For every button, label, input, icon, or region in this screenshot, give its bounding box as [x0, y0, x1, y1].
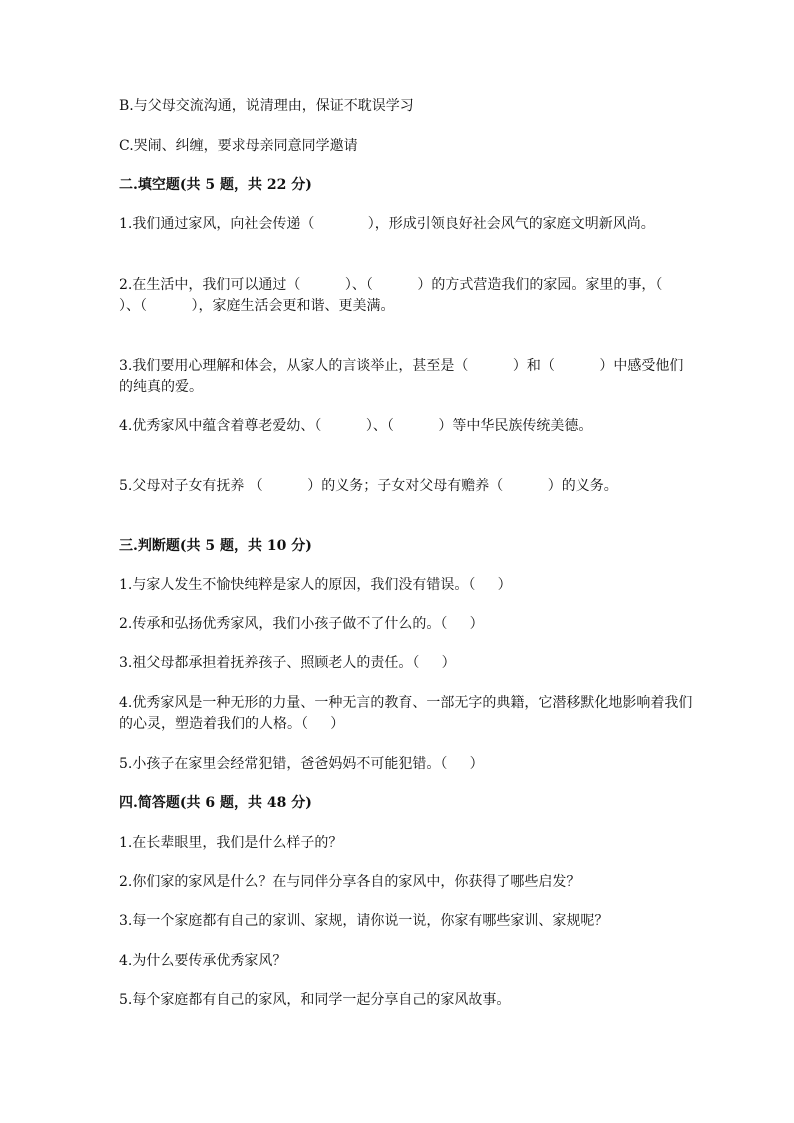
judge-question-2: 2.传承和弘扬优秀家风，我们小孩子做不了什么的。（ ） [119, 616, 484, 632]
judge-question-4: 4.优秀家风是一种无形的力量、一种无言的教育、一部无字的典籍，它潜移默化地影响着我们的心灵，塑造着我们的人格。（ ） [119, 695, 693, 732]
short-question-2: 2.你们家的家风是什么？在与同伴分享各自的家风中，你获得了哪些启发？ [119, 874, 581, 890]
fill-question-3: 3.我们要用心理解和体会，从家人的言谈举止，甚至是（ ）和（ ）中感受他们的纯真的爱。 [119, 358, 684, 395]
fill-question-5: 5.父母对子女有抚养 （ ）的义务；子女对父母有赡养（ ）的义务。 [119, 478, 618, 494]
section-judge-title: 三.判断题(共 5 题，共 10 分) [119, 538, 312, 554]
short-question-4: 4.为什么要传承优秀家风？ [119, 953, 287, 969]
fill-question-4: 4.优秀家风中蕴含着尊老爱幼、（ ）、（ ）等中华民族传统美德。 [119, 418, 593, 434]
option-c: C.哭闹、纠缠，要求母亲同意同学邀请 [119, 138, 358, 154]
judge-question-5: 5.小孩子在家里会经常犯错，爸爸妈妈不可能犯错。（ ） [119, 756, 484, 772]
short-question-1: 1.在长辈眼里，我们是什么样子的？ [119, 835, 343, 851]
fill-question-2: 2.在生活中，我们可以通过（ ）、（ ）的方式营造我们的家园。家里的事，（ ）、（ ），家庭生活会更和谐、更美满。 [119, 277, 707, 314]
short-question-3: 3.每一个家庭都有自己的家训、家规，请你说一说，你家有哪些家训、家规呢？ [119, 913, 609, 929]
section-short-title: 四.简答题(共 6 题，共 48 分) [119, 795, 312, 811]
judge-question-1: 1.与家人发生不愉快纯粹是家人的原因，我们没有错误。（ ） [119, 577, 512, 593]
short-question-5: 5.每个家庭都有自己的家风，和同学一起分享自己的家风故事。 [119, 992, 511, 1008]
fill-question-1: 1.我们通过家风，向社会传递（ ），形成引领良好社会风气的家庭文明新风尚。 [119, 216, 655, 232]
option-b: B.与父母交流沟通，说清理由，保证不耽误学习 [119, 98, 414, 114]
section-fill-title: 二.填空题(共 5 题，共 22 分) [119, 177, 312, 193]
judge-question-3: 3.祖父母都承担着抚养孩子、照顾老人的责任。（ ） [119, 655, 456, 671]
